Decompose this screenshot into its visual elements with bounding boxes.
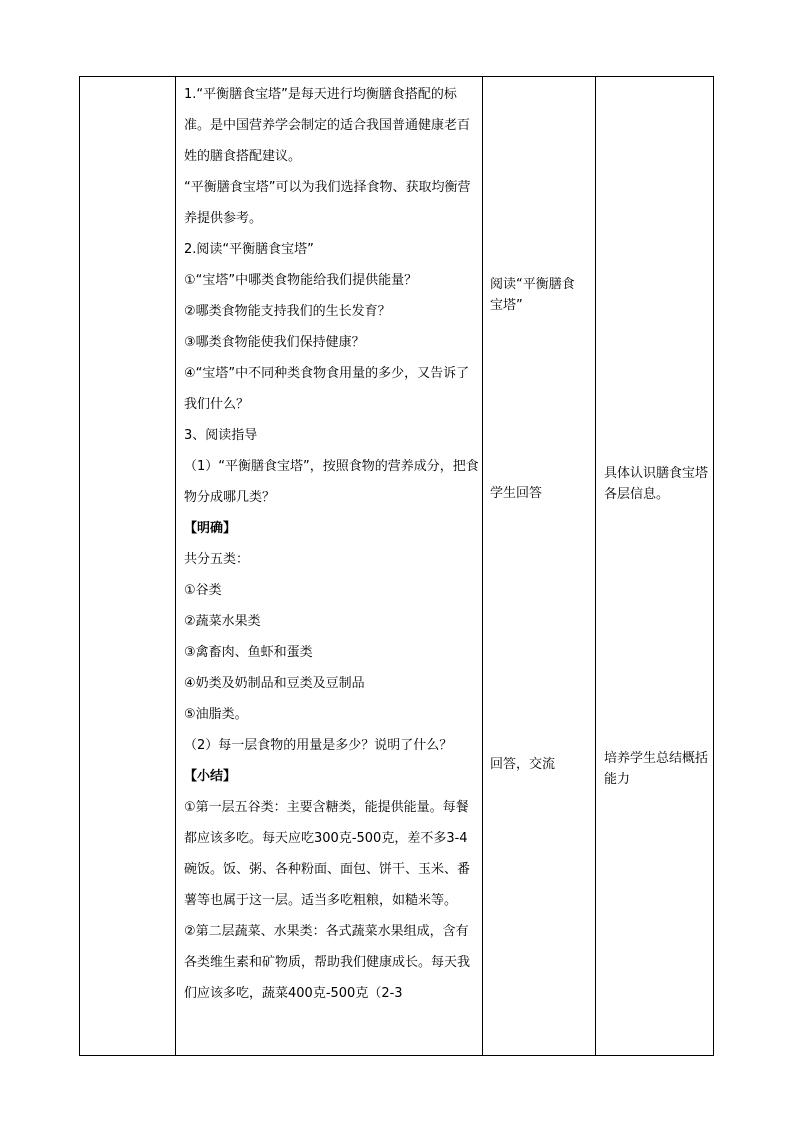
student-activity-text: 学生回答 <box>490 486 543 501</box>
paragraph: ②第二层蔬菜、水果类：各式蔬菜水果组成，含有各类维生素和矿物质，帮助我们健康成长。每天我们应该多吃，蔬菜400克-500克（2-3 <box>184 924 471 1001</box>
paragraph: 共分五类： <box>184 552 250 567</box>
paragraph: ③禽畜肉、鱼虾和蛋类 <box>184 645 313 660</box>
column-divider <box>175 77 176 1055</box>
paragraph: ②哪类食物能支持我们的生长发育？ <box>184 304 391 319</box>
paragraph: ②蔬菜水果类 <box>184 614 261 629</box>
paragraph-heading: 【小结】 <box>184 769 237 784</box>
teacher-activity-cell <box>184 79 480 1009</box>
paragraph: 1.“平衡膳食宝塔”是每天进行均衡膳食搭配的标准。是中国营养学会制定的适合我国普通健康老百姓的膳食搭配建议。 <box>184 87 471 164</box>
paragraph: ③哪类食物能使我们保持健康？ <box>184 335 365 350</box>
design-intent-text: 培养学生总结概括能力 <box>604 751 709 787</box>
paragraph: （2）每一层食物的用量是多少？说明了什么？ <box>184 738 453 753</box>
lesson-table <box>79 76 714 1056</box>
paragraph: ①第一层五谷类：主要含糖类，能提供能量。每餐都应该多吃。每天应吃300克-500克，差不多3-4碗饭。饭、粥、各种粉面、面包、饼干、玉米、番薯等也属于这一层。适当多吃粗粮，如糙米等。 <box>184 800 471 908</box>
paragraph: ①谷类 <box>184 583 222 598</box>
paragraph-heading: 【明确】 <box>184 521 237 536</box>
paragraph: ④“宝塔”中不同种类食物食用量的多少，又告诉了我们什么？ <box>184 366 470 412</box>
column-divider <box>482 77 483 1055</box>
student-activity-text: 阅读“平衡膳食宝塔” <box>490 277 575 313</box>
column-divider <box>595 77 596 1055</box>
design-intent-text: 具体认识膳食宝塔各层信息。 <box>604 466 709 502</box>
paragraph: 3、阅读指导 <box>184 428 258 443</box>
paragraph: 2.阅读“平衡膳食宝塔” <box>184 242 314 257</box>
paragraph: （1）“平衡膳食宝塔”，按照食物的营养成分，把食物分成哪几类？ <box>184 459 479 505</box>
paragraph: “平衡膳食宝塔”可以为我们选择食物、获取均衡营养提供参考。 <box>184 180 471 226</box>
student-activity-text: 回答，交流 <box>490 757 556 772</box>
paragraph: ④奶类及奶制品和豆类及豆制品 <box>184 676 365 691</box>
paragraph: ⑤油脂类。 <box>184 707 248 722</box>
paragraph: ①“宝塔”中哪类食物能给我们提供能量？ <box>184 273 418 288</box>
